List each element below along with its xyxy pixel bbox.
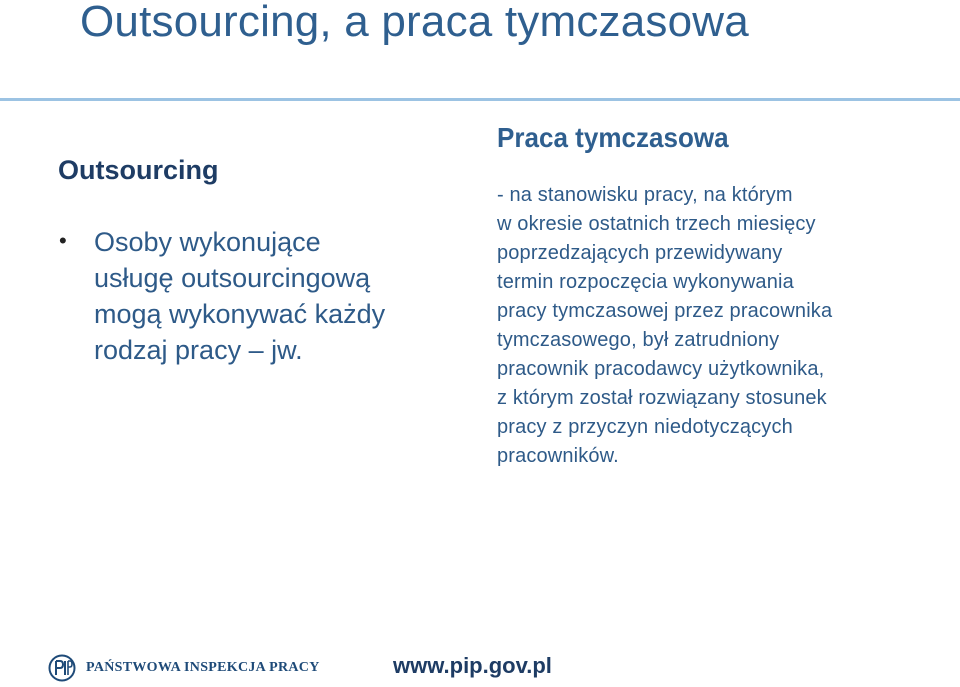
temporary-work-definition: - na stanowisku pracy, na którym w okresie ostatnich trzech miesięcy poprzedzających przewidywany termin rozpoczęcia wykonywania pracy tymczasowej przez pracownika tymczasowego, był zatrudniony pracownik pracodawcy użytkownika, z którym został rozwiązany stosunek pracy z przyczyn niedotyczących pracowników. xyxy=(497,184,833,467)
temporary-work-column xyxy=(497,120,937,471)
temporary-work-heading: Praca tymczasowa xyxy=(497,122,729,153)
title-divider xyxy=(0,98,960,101)
pip-emblem-icon xyxy=(48,654,76,682)
slide-title: Outsourcing, a praca tymczasowa xyxy=(80,0,749,46)
logo-text: PAŃSTWOWA INSPEKCJA PRACY xyxy=(86,660,320,675)
footer-url: www.pip.gov.pl xyxy=(393,653,552,678)
outsourcing-heading: Outsourcing xyxy=(58,155,219,185)
bullet-item xyxy=(58,224,458,368)
bullet-dot-icon: • xyxy=(59,228,67,253)
bullet-text: Osoby wykonujące usługę outsourcingową mogą wykonywać każdy rodzaj pracy – jw. xyxy=(94,227,386,365)
outsourcing-column xyxy=(58,154,458,368)
footer-logo xyxy=(48,654,320,682)
